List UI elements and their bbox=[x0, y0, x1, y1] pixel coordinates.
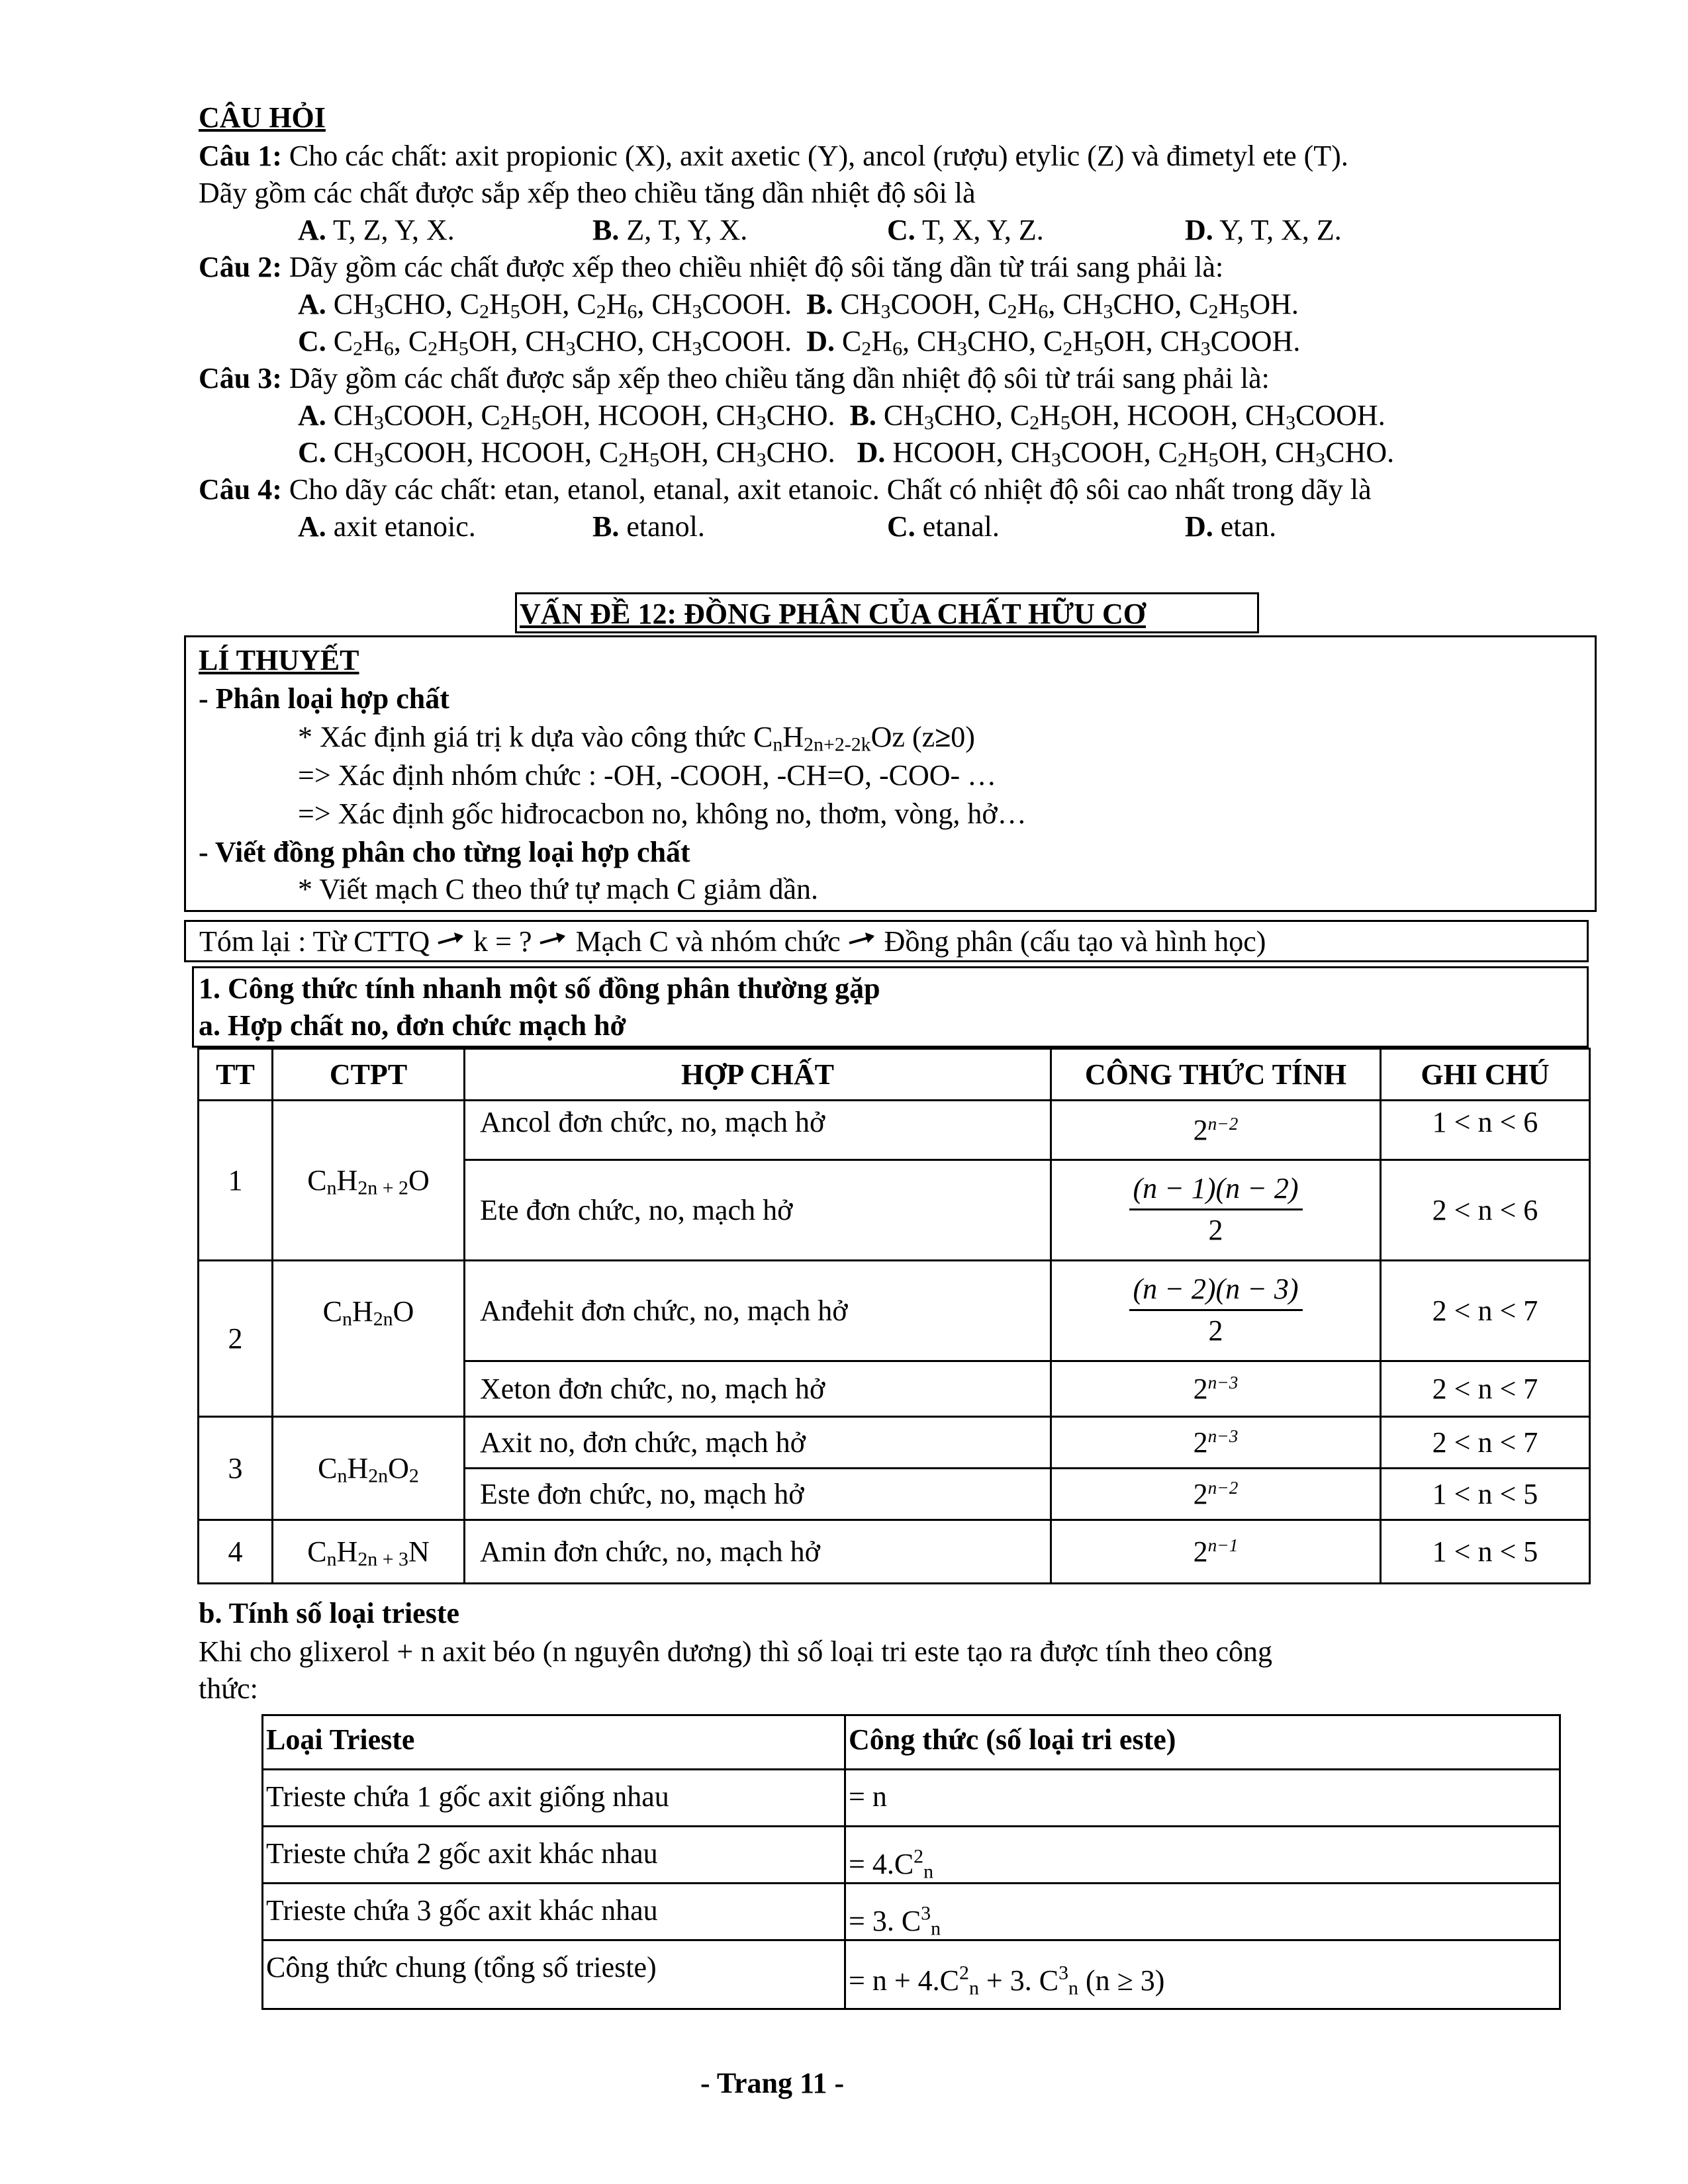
row-tt: 3 bbox=[199, 1417, 273, 1520]
table-row bbox=[263, 1940, 1560, 2009]
row-compound: Anđehit đơn chức, no, mạch hở bbox=[465, 1261, 1051, 1361]
table-row bbox=[199, 1417, 1590, 1469]
q1-option-a: A. T, Z, Y, X. bbox=[298, 214, 455, 246]
row-formula: $2^{n-2}$ bbox=[1051, 1469, 1381, 1520]
section-title-box bbox=[515, 592, 1259, 633]
summary-box bbox=[184, 920, 1589, 962]
triester-type: Trieste chứa 3 gốc axit khác nhau bbox=[263, 1884, 845, 1940]
q4-option-c: C. etanal. bbox=[887, 510, 1000, 543]
q3-options-cd: C. $CH_3COOH$, HCOOH, $C_2H_5OH$, $CH_3CHO$. D. HCOOH, $CH_3COOH$, $C_2H_5OH$, $CH_3CHO$. bbox=[298, 436, 1395, 471]
isomer-table bbox=[197, 1048, 1591, 1584]
triester-formula: = $4.C^2_n$ bbox=[845, 1827, 1560, 1884]
triester-type: Trieste chứa 1 gốc axit giống nhau bbox=[263, 1770, 845, 1827]
page-number: - Trang 11 - bbox=[700, 2067, 845, 2099]
table-header-row bbox=[199, 1049, 1590, 1101]
triester-header-formula: Công thức (số loại tri este) bbox=[845, 1715, 1560, 1770]
part1-title: 1. Công thức tính nhanh một số đồng phân thường gặp bbox=[199, 972, 880, 1005]
q4-option-b: B. etanol. bbox=[592, 510, 705, 543]
classify-heading: - Phân loại hợp chất bbox=[199, 682, 449, 715]
triester-header-type: Loại Trieste bbox=[263, 1715, 845, 1770]
row-compound: Xeton đơn chức, no, mạch hở bbox=[465, 1361, 1051, 1417]
arrow-icon bbox=[437, 929, 466, 948]
theory-step-3: => Xác định gốc hiđrocacbon no, không no, thơm, vòng, hở… bbox=[298, 797, 1027, 830]
row-compound: Este đơn chức, no, mạch hở bbox=[465, 1469, 1051, 1520]
row-formula: $2^{n-3}$ bbox=[1051, 1417, 1381, 1469]
question-3: Câu 3: Dãy gồm các chất được sắp xếp theo chiều tăng dần nhiệt độ sôi từ trái sang phải là: bbox=[199, 362, 1270, 394]
row-molecular-formula: $C_nH_{2n + 3}N$ bbox=[273, 1520, 465, 1584]
row-tt: 1 bbox=[199, 1101, 273, 1261]
theory-step-4: * Viết mạch C theo thứ tự mạch C giảm dần. bbox=[298, 873, 818, 905]
section-title: VẤN ĐỀ 12: ĐỒNG PHÂN CỦA CHẤT HỮU CƠ bbox=[520, 598, 1146, 630]
row-note: 2 < n < 6 bbox=[1381, 1160, 1590, 1261]
triester-formula: = $n + 4.C^2_n + 3$. $C^3_n$ (n ≥ 3) bbox=[845, 1940, 1560, 2009]
question-1: Câu 1: Cho các chất: axit propionic (X), axit axetic (Y), ancol (rượu) etylic (Z) và đimetyl ete (T). bbox=[199, 140, 1348, 172]
row-tt: 2 bbox=[199, 1261, 273, 1417]
part-b-text-2: thức: bbox=[199, 1672, 258, 1705]
table-row bbox=[199, 1101, 1590, 1160]
theory-heading: LÍ THUYẾT bbox=[199, 644, 359, 676]
row-note: 1 < n < 5 bbox=[1381, 1520, 1590, 1584]
row-formula: $\frac{(n - 2)(n - 3)}{2}$ bbox=[1051, 1261, 1381, 1361]
row-compound: Amin đơn chức, no, mạch hở bbox=[465, 1520, 1051, 1584]
triester-formula: = 3. $C^3_n$ bbox=[845, 1884, 1560, 1940]
q4-option-d: D. etan. bbox=[1185, 510, 1277, 543]
triester-header-row bbox=[263, 1715, 1560, 1770]
table-row bbox=[199, 1261, 1590, 1361]
questions-heading: CÂU HỎI bbox=[199, 101, 326, 134]
theory-step-2: => Xác định nhóm chức : -OH, -COOH, -CH=O, -COO- … bbox=[298, 759, 997, 792]
question-4: Câu 4: Cho dãy các chất: etan, etanol, etanal, axit etanoic. Chất có nhiệt độ sôi cao nhất trong dãy là bbox=[199, 473, 1372, 506]
theory-step-1: * Xác định giá trị k dựa vào công thức $C_nH_{2n+2-2k}Oz$ (z≥0) bbox=[298, 721, 975, 756]
triester-table bbox=[261, 1714, 1561, 2010]
header-compound: HỢP CHẤT bbox=[465, 1049, 1051, 1101]
q1-option-b: B. Z, T, Y, X. bbox=[592, 214, 748, 246]
row-note: 2 < n < 7 bbox=[1381, 1261, 1590, 1361]
q1-option-c: C. T, X, Y, Z. bbox=[887, 214, 1044, 246]
part1-subtitle: a. Hợp chất no, đơn chức mạch hở bbox=[199, 1009, 626, 1042]
row-molecular-formula: $C_nH_{2n}O_2$ bbox=[273, 1417, 465, 1520]
row-compound: Ancol đơn chức, no, mạch hở bbox=[465, 1101, 1051, 1160]
table-row bbox=[199, 1520, 1590, 1584]
row-note: 2 < n < 7 bbox=[1381, 1361, 1590, 1417]
arrow-icon bbox=[539, 929, 568, 948]
header-ctpt: CTPT bbox=[273, 1049, 465, 1101]
arrow-icon bbox=[848, 929, 877, 948]
header-formula: CÔNG THỨC TÍNH bbox=[1051, 1049, 1381, 1101]
triester-type: Công thức chung (tổng số trieste) bbox=[263, 1940, 845, 2009]
row-formula: $\frac{(n - 1)(n - 2)}{2}$ bbox=[1051, 1160, 1381, 1261]
table-row bbox=[263, 1884, 1560, 1940]
header-tt: TT bbox=[199, 1049, 273, 1101]
table-row bbox=[263, 1827, 1560, 1884]
q2-options-cd: C. $C_2H_6$, $C_2H_5OH$, $CH_3CHO$, $CH_3COOH$. D. $C_2H_6$, $CH_3CHO$, $C_2H_5OH$, $CH_3COOH$. bbox=[298, 325, 1301, 360]
row-compound: Ete đơn chức, no, mạch hở bbox=[465, 1160, 1051, 1261]
row-tt: 4 bbox=[199, 1520, 273, 1584]
part-b-title: b. Tính số loại trieste bbox=[199, 1597, 460, 1629]
row-compound: Axit no, đơn chức, mạch hở bbox=[465, 1417, 1051, 1469]
header-note: GHI CHÚ bbox=[1381, 1049, 1590, 1101]
summary-text: Tóm lại : Từ CTTQ k = ? Mạch C và nhóm chức Đồng phân (cấu tạo và hình học) bbox=[199, 925, 1266, 958]
write-isomers-heading: - Viết đồng phân cho từng loại hợp chất bbox=[199, 836, 690, 868]
q3-options-ab: A. $CH_3COOH$, $C_2H_5OH$, HCOOH, $CH_3CHO$. B. $CH_3CHO$, $C_2H_5OH$, HCOOH, $CH_3COOH$. bbox=[298, 399, 1385, 434]
q1-option-d: D. Y, T, X, Z. bbox=[1185, 214, 1342, 246]
triester-formula: = n bbox=[845, 1770, 1560, 1827]
question-2: Câu 2: Dãy gồm các chất được xếp theo chiều nhiệt độ sôi tăng dần từ trái sang phải là: bbox=[199, 251, 1224, 283]
q4-option-a: A. axit etanoic. bbox=[298, 510, 476, 543]
row-molecular-formula: $C_nH_{2n + 2}O$ bbox=[273, 1101, 465, 1261]
question-1-line2: Dãy gồm các chất được sắp xếp theo chiều tăng dần nhiệt độ sôi là bbox=[199, 177, 976, 209]
q2-options-ab: A. $CH_3CHO$, $C_2H_5OH$, $C_2H_6$, $CH_3COOH$. B. $CH_3COOH$, $C_2H_6$, $CH_3CHO$, $C_2H_5OH$. bbox=[298, 288, 1299, 323]
row-molecular-formula: $C_nH_{2n}O$ bbox=[273, 1261, 465, 1417]
row-note: 2 < n < 7 bbox=[1381, 1417, 1590, 1469]
part-b-text: Khi cho glixerol + n axit béo (n nguyên dương) thì số loại tri este tạo ra được tính theo công bbox=[199, 1635, 1273, 1668]
row-formula: $2^{n-3}$ bbox=[1051, 1361, 1381, 1417]
row-formula: $2^{n-2}$ bbox=[1051, 1101, 1381, 1160]
row-note: 1 < n < 6 bbox=[1381, 1101, 1590, 1160]
row-note: 1 < n < 5 bbox=[1381, 1469, 1590, 1520]
table-row bbox=[263, 1770, 1560, 1827]
triester-type: Trieste chứa 2 gốc axit khác nhau bbox=[263, 1827, 845, 1884]
row-formula: $2^{n-1}$ bbox=[1051, 1520, 1381, 1584]
